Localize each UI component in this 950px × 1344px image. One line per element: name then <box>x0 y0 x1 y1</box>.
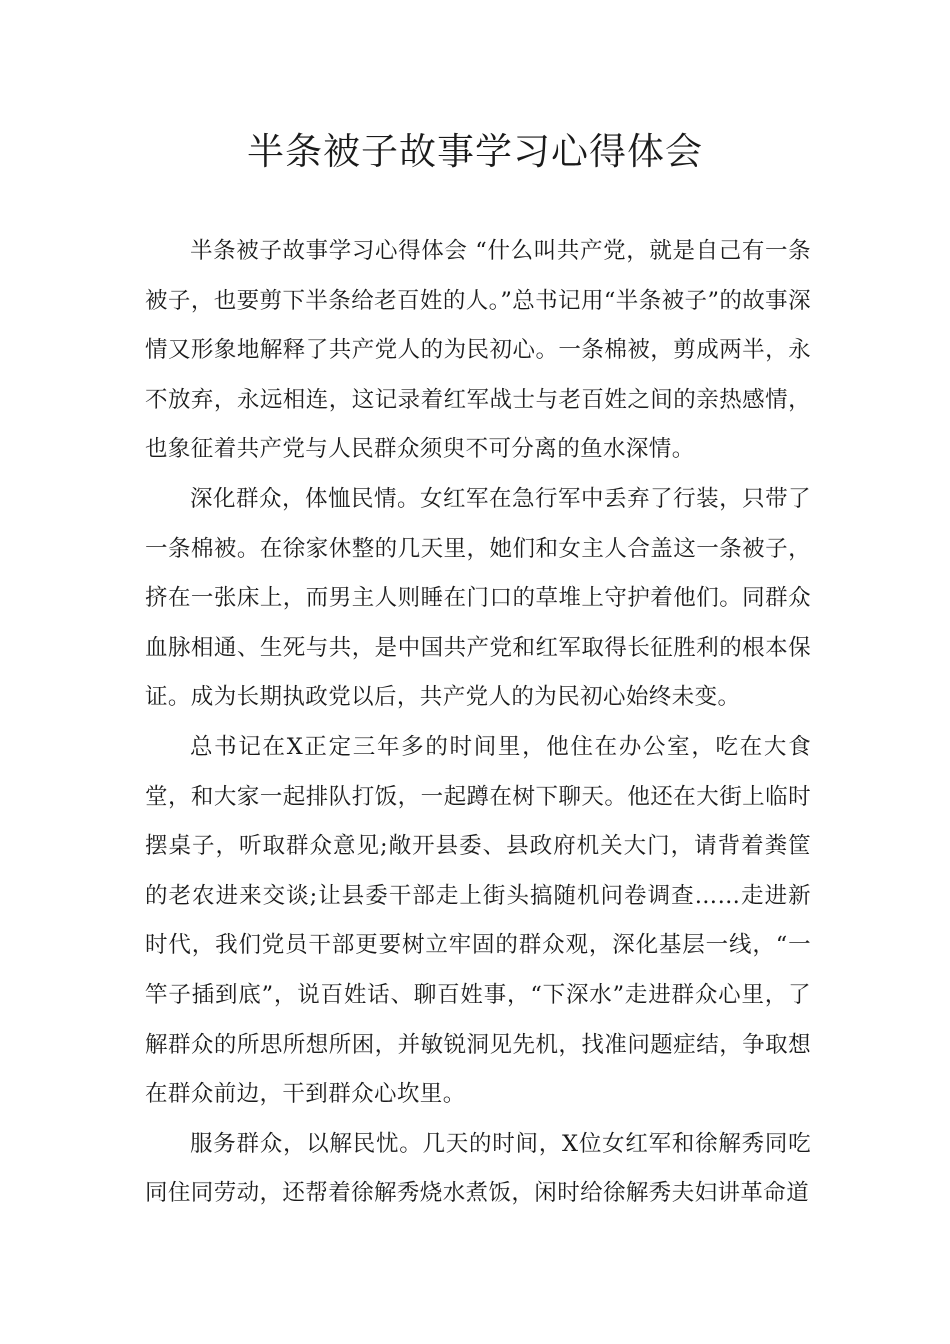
paragraph-3: 总书记在X正定三年多的时间里，他住在办公室，吃在大食堂，和大家一起排队打饭，一起蹲在树下聊天。他还在大街上临时摆桌子，听取群众意见;敞开县委、县政府机关大门，请背着粪筐的老农进来交谈;让县委干部走上街头搞随机问卷调查……走进新时代，我们党员干部更要树立牢固的群众观，深化基层一线，“一竿子插到底”，说百姓话、聊百姓事，“下深水”走进群众心里，了解群众的所思所想所困，并敏锐洞见先机，找准问题症结，争取想在群众前边，干到群众心坎里。 <box>145 733 811 1108</box>
paragraph-1: 半条被子故事学习心得体会 “什么叫共产党，就是自己有一条被子，也要剪下半条给老百姓的人。”总书记用“半条被子”的故事深情又形象地解释了共产党人的为民初心。一条棉被，剪成两半，永不放弃，永远相连，这记录着红军战士与老百姓之间的亲热感情，也象征着共产党与人民群众须臾不可分离的鱼水深情。 <box>145 238 811 463</box>
document-body <box>145 227 811 1219</box>
document-title: 半条被子故事学习心得体会 <box>247 130 703 173</box>
paragraph-4: 服务群众，以解民忧。几天的时间，X位女红军和徐解秀同吃同住同劳动，还帮着徐解秀烧水煮饭，闲时给徐解秀夫妇讲革命道 <box>145 1130 811 1207</box>
paragraph-2: 深化群众，体恤民情。女红军在急行军中丢弃了行装，只带了一条棉被。在徐家休整的几天里，她们和女主人合盖这一条被子，挤在一张床上，而男主人则睡在门口的草堆上守护着他们。同群众血脉相通、生死与共，是中国共产党和红军取得长征胜利的根本保证。成为长期执政党以后，共产党人的为民初心始终未变。 <box>145 485 811 711</box>
